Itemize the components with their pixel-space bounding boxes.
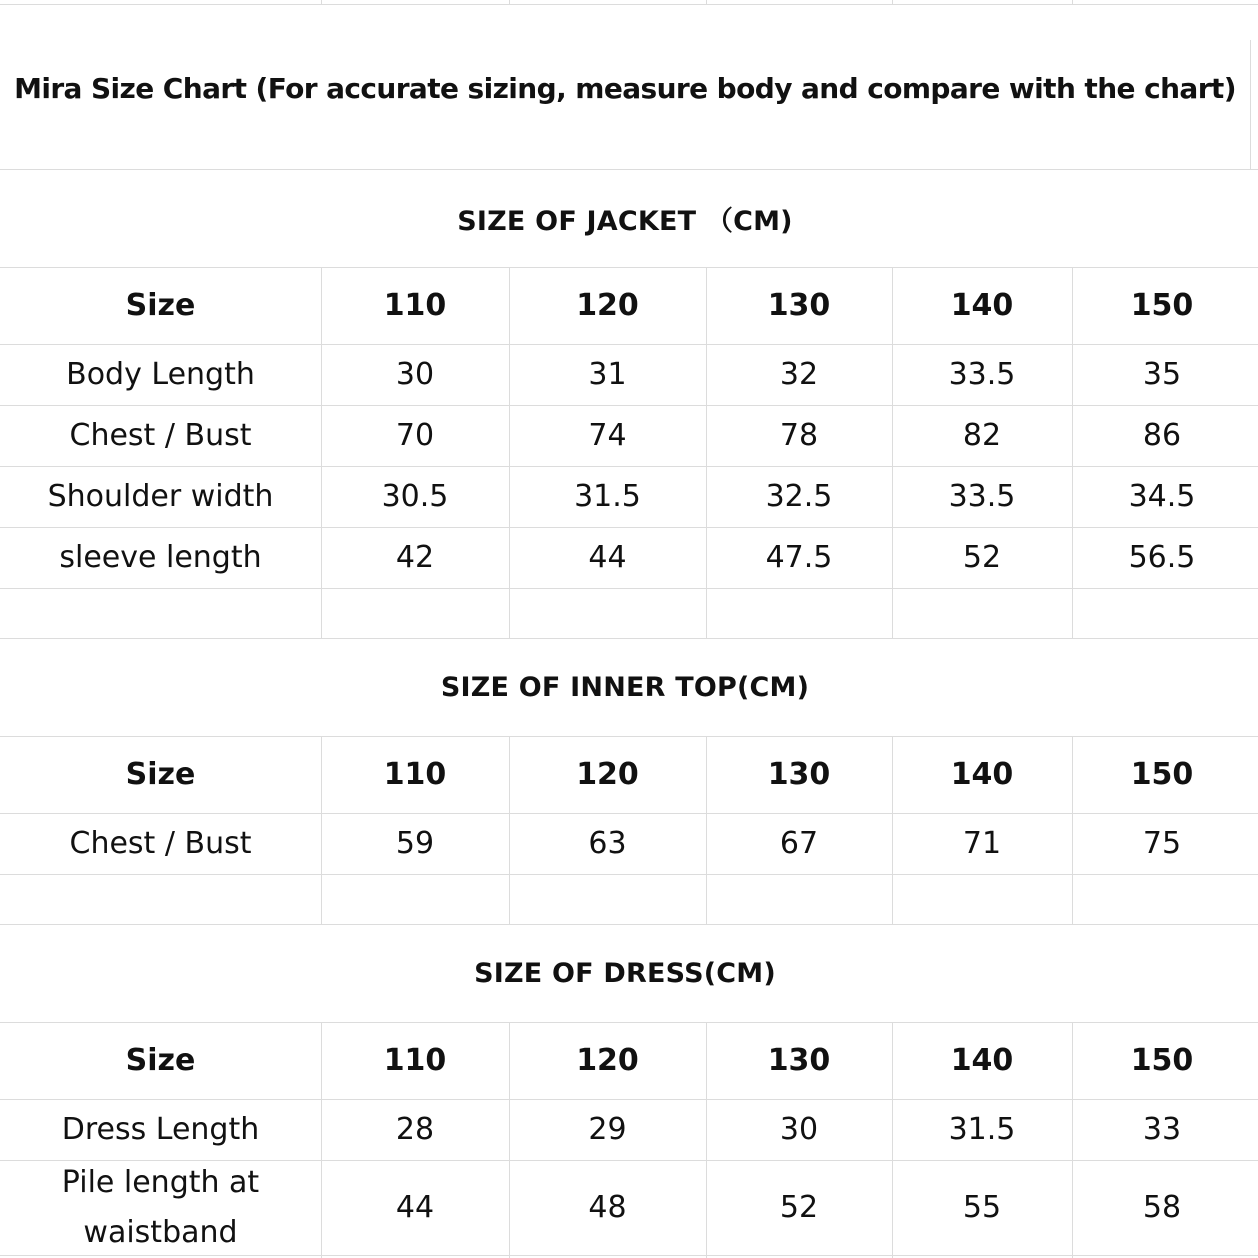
table-cell: 67 xyxy=(779,826,819,861)
table-cell: 30 xyxy=(395,357,435,392)
table-cell: 70 xyxy=(395,418,435,453)
table-cell: 32 xyxy=(779,357,819,392)
table-cell: 33.5 xyxy=(948,479,1016,514)
section-heading-jacket: SIZE OF JACKET （CM) xyxy=(457,205,793,237)
grid-line xyxy=(706,0,707,4)
table-cell: 44 xyxy=(395,1190,435,1225)
section-heading-inner-top: SIZE OF INNER TOP(CM) xyxy=(440,671,810,703)
table-cell: 52 xyxy=(962,540,1002,575)
grid-line xyxy=(1250,40,1251,169)
table-cell: 33.5 xyxy=(948,357,1016,392)
table-cell: 44 xyxy=(588,540,627,575)
table-cell: 47.5 xyxy=(765,540,833,575)
size-header: 110 xyxy=(383,757,447,792)
table-cell: 30 xyxy=(779,1112,819,1147)
grid-line xyxy=(892,0,893,4)
table-cell: 63 xyxy=(588,826,627,861)
grid-line xyxy=(509,0,510,4)
table-cell: 58 xyxy=(1142,1190,1182,1225)
size-header-label: Size xyxy=(125,757,196,792)
size-header: 110 xyxy=(383,1043,447,1078)
size-header: 110 xyxy=(383,288,447,323)
row-label-chest-bust: Chest / Bust xyxy=(69,825,252,861)
table-cell: 32.5 xyxy=(765,479,833,514)
section-heading-dress: SIZE OF DRESS(CM) xyxy=(474,957,776,989)
table-cell: 31.5 xyxy=(574,479,641,514)
size-header: 130 xyxy=(767,757,831,792)
table-cell: 33 xyxy=(1142,1112,1182,1147)
table-cell: 42 xyxy=(395,540,435,575)
size-header-label: Size xyxy=(125,1043,196,1078)
size-header: 130 xyxy=(767,288,831,323)
table-cell: 31.5 xyxy=(948,1112,1016,1147)
size-header: 150 xyxy=(1130,1043,1194,1078)
page-title: Mira Size Chart (For accurate sizing, measure body and compare with the chart) xyxy=(14,71,1236,105)
row-label-pile-length: Pile length at waistband xyxy=(61,1164,260,1250)
size-header: 150 xyxy=(1130,757,1194,792)
size-header: 140 xyxy=(950,757,1014,792)
table-cell: 35 xyxy=(1142,357,1182,392)
size-header: 150 xyxy=(1130,288,1194,323)
row-label-chest-bust: Chest / Bust xyxy=(69,417,252,453)
table-cell: 59 xyxy=(395,826,435,861)
size-header: 120 xyxy=(576,757,639,792)
table-cell: 29 xyxy=(588,1112,627,1147)
table-cell: 86 xyxy=(1142,418,1182,453)
grid-line xyxy=(0,4,1258,5)
table-cell: 82 xyxy=(962,418,1002,453)
row-label-sleeve-length: sleeve length xyxy=(59,539,262,575)
table-cell: 34.5 xyxy=(1128,479,1196,514)
table-cell: 28 xyxy=(395,1112,435,1147)
size-header: 140 xyxy=(950,288,1014,323)
grid-line xyxy=(0,588,1258,589)
grid-line xyxy=(321,0,322,4)
table-cell: 31 xyxy=(588,357,627,392)
size-header: 130 xyxy=(767,1043,831,1078)
size-header-label: Size xyxy=(125,288,196,323)
table-cell: 71 xyxy=(962,826,1002,861)
row-label-dress-length: Dress Length xyxy=(61,1111,260,1147)
table-cell: 74 xyxy=(588,418,627,453)
table-cell: 56.5 xyxy=(1128,540,1196,575)
table-cell: 75 xyxy=(1142,826,1182,861)
size-header: 120 xyxy=(576,288,639,323)
table-cell: 55 xyxy=(962,1190,1002,1225)
grid-line xyxy=(1072,0,1073,4)
table-cell: 78 xyxy=(779,418,819,453)
table-cell: 30.5 xyxy=(381,479,449,514)
row-label-shoulder-width: Shoulder width xyxy=(47,478,274,514)
grid-line xyxy=(0,874,1258,875)
table-cell: 52 xyxy=(779,1190,819,1225)
size-header: 140 xyxy=(950,1043,1014,1078)
table-cell: 48 xyxy=(588,1190,627,1225)
size-header: 120 xyxy=(576,1043,639,1078)
row-label-body-length: Body Length xyxy=(66,356,255,392)
